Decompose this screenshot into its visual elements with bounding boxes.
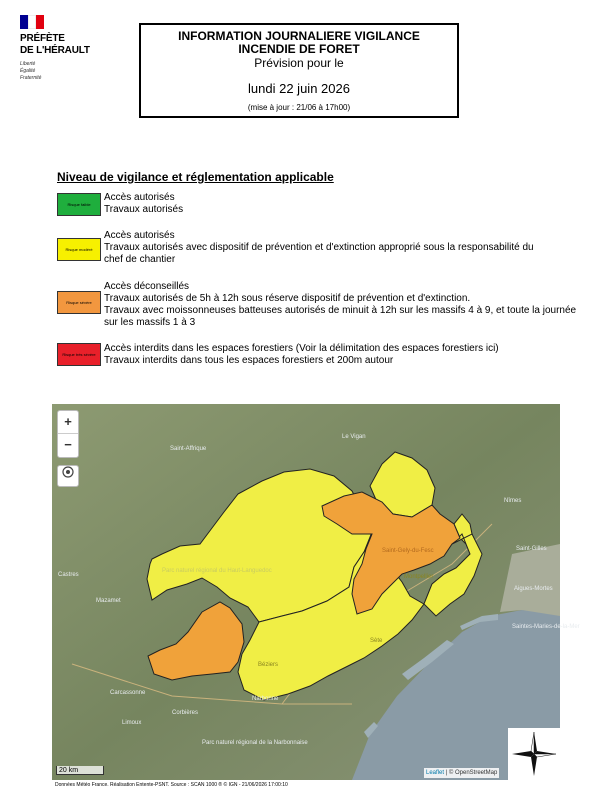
place-label: Aigues-Mortes <box>514 586 553 592</box>
motto-line-3: Fraternité <box>20 75 42 81</box>
legend-swatch-severe <box>57 291 101 314</box>
flag-white <box>28 15 36 29</box>
legend-line: Accès interdits dans les espaces forestiers (Voir la délimitation des espaces forestiers ici) <box>104 343 499 354</box>
logo-title <box>20 33 120 57</box>
legend-swatch-very-severe <box>57 343 101 366</box>
title-line-1: INFORMATION JOURNALIERE VIGILANCE <box>178 29 420 43</box>
place-label: Saint-Gilles <box>516 546 547 552</box>
map-scale: 20 km <box>56 766 104 775</box>
compass-rose-icon <box>508 728 560 780</box>
place-label: Parc naturel régional du Haut-Languedoc <box>162 568 272 574</box>
place-label: Carcassonne <box>110 690 146 696</box>
legend-line: Travaux autorisés de 5h à 12h sous réserve dispositif de prévention et d'extinction. <box>104 293 471 304</box>
legend-line: chef de chantier <box>104 254 176 265</box>
legend-swatch-moderate <box>57 238 101 261</box>
place-label: Narbonne <box>252 696 279 702</box>
legend-line: Accès autorisés <box>104 230 175 241</box>
legend-line: sur les massifs 1 à 3 <box>104 317 196 328</box>
place-label: Saintes-Maries-de-la-Mer <box>512 624 580 630</box>
republic-motto <box>20 61 80 82</box>
place-label: Saint-Affrique <box>170 446 207 452</box>
place-label: Le Vigan <box>342 434 366 440</box>
map-attribution <box>424 768 499 778</box>
legend-title: Niveau de vigilance et réglementation applicable <box>57 170 334 184</box>
place-label: Parc naturel régional de la Narbonnaise <box>202 740 308 746</box>
logo-title-line-2: DE L'HÉRAULT <box>20 45 90 56</box>
locate-button[interactable] <box>57 465 79 487</box>
zoom-in-button[interactable]: + <box>64 414 72 429</box>
flag-blue <box>20 15 28 29</box>
place-label: Béziers <box>258 662 279 668</box>
place-label: Castres <box>58 572 79 578</box>
zoom-control <box>57 410 79 458</box>
leaflet-link[interactable]: Leaflet <box>426 770 445 776</box>
zoom-out-button[interactable]: − <box>58 433 78 456</box>
title-line-2: INCENDIE DE FORET <box>238 42 360 56</box>
vigilance-map[interactable] <box>52 404 580 780</box>
legend-line: Travaux autorisés <box>104 204 184 215</box>
legend-line: Travaux avec moissonneuses batteuses autorisés de minuit à 12h sur les massifs 4 à 9, et toute la journée <box>104 305 577 316</box>
place-label: Mazamet <box>96 598 121 604</box>
map-footer-source: Données Météo France. Réalisation Entente-PSNT. Source : SCAN 1000 ® © IGN - 21/06/2026 17:00:10 <box>55 782 288 788</box>
legend-text-low <box>104 192 609 216</box>
legend-swatch-low <box>57 193 101 216</box>
place-label: Nîmes <box>504 498 522 504</box>
legend-text-very-severe <box>104 343 609 367</box>
motto-line-2: Égalité <box>20 68 36 74</box>
legend-text-moderate <box>104 230 609 266</box>
place-label: Limoux <box>122 720 142 726</box>
legend-line: Travaux interdits dans tous les espaces forestiers et 200m autour <box>104 355 394 366</box>
french-flag-icon <box>20 15 44 29</box>
legend-line: Travaux autorisés avec dispositif de prévention et d'extinction approprié sous la responsabilité du <box>104 242 534 253</box>
place-label: Sète <box>370 638 383 644</box>
place-label: Montpellier <box>404 574 434 580</box>
flag-red <box>36 15 44 29</box>
legend-line: Accès autorisés <box>104 192 175 203</box>
logo-title-line-1: PRÉFÈTE <box>20 33 65 44</box>
locate-icon <box>62 466 74 478</box>
legend-swatch-label: Risque modéré <box>65 247 93 252</box>
legend-swatch-label: Risque très sévère <box>62 352 96 357</box>
legend-swatch-label: Risque sévère <box>66 300 92 305</box>
forecast-for-label: Prévision pour le <box>254 56 344 70</box>
legend-swatch-label: Risque faible <box>67 202 91 207</box>
place-label: Corbières <box>172 710 199 716</box>
legend-text-severe <box>104 281 609 329</box>
forecast-date: lundi 22 juin 2026 <box>248 81 350 96</box>
motto-line-1: Liberté <box>20 61 36 67</box>
prefecture-logo <box>20 15 120 95</box>
osm-attribution[interactable]: | © OpenStreetMap <box>445 770 498 776</box>
map-canvas[interactable] <box>52 404 580 780</box>
title-box <box>139 23 459 118</box>
legend-line: Accès déconseillés <box>104 281 190 292</box>
place-label: Saint-Gely-du-Fesc <box>382 548 434 554</box>
update-time: (mise à jour : 21/06 à 17h00) <box>247 103 351 112</box>
